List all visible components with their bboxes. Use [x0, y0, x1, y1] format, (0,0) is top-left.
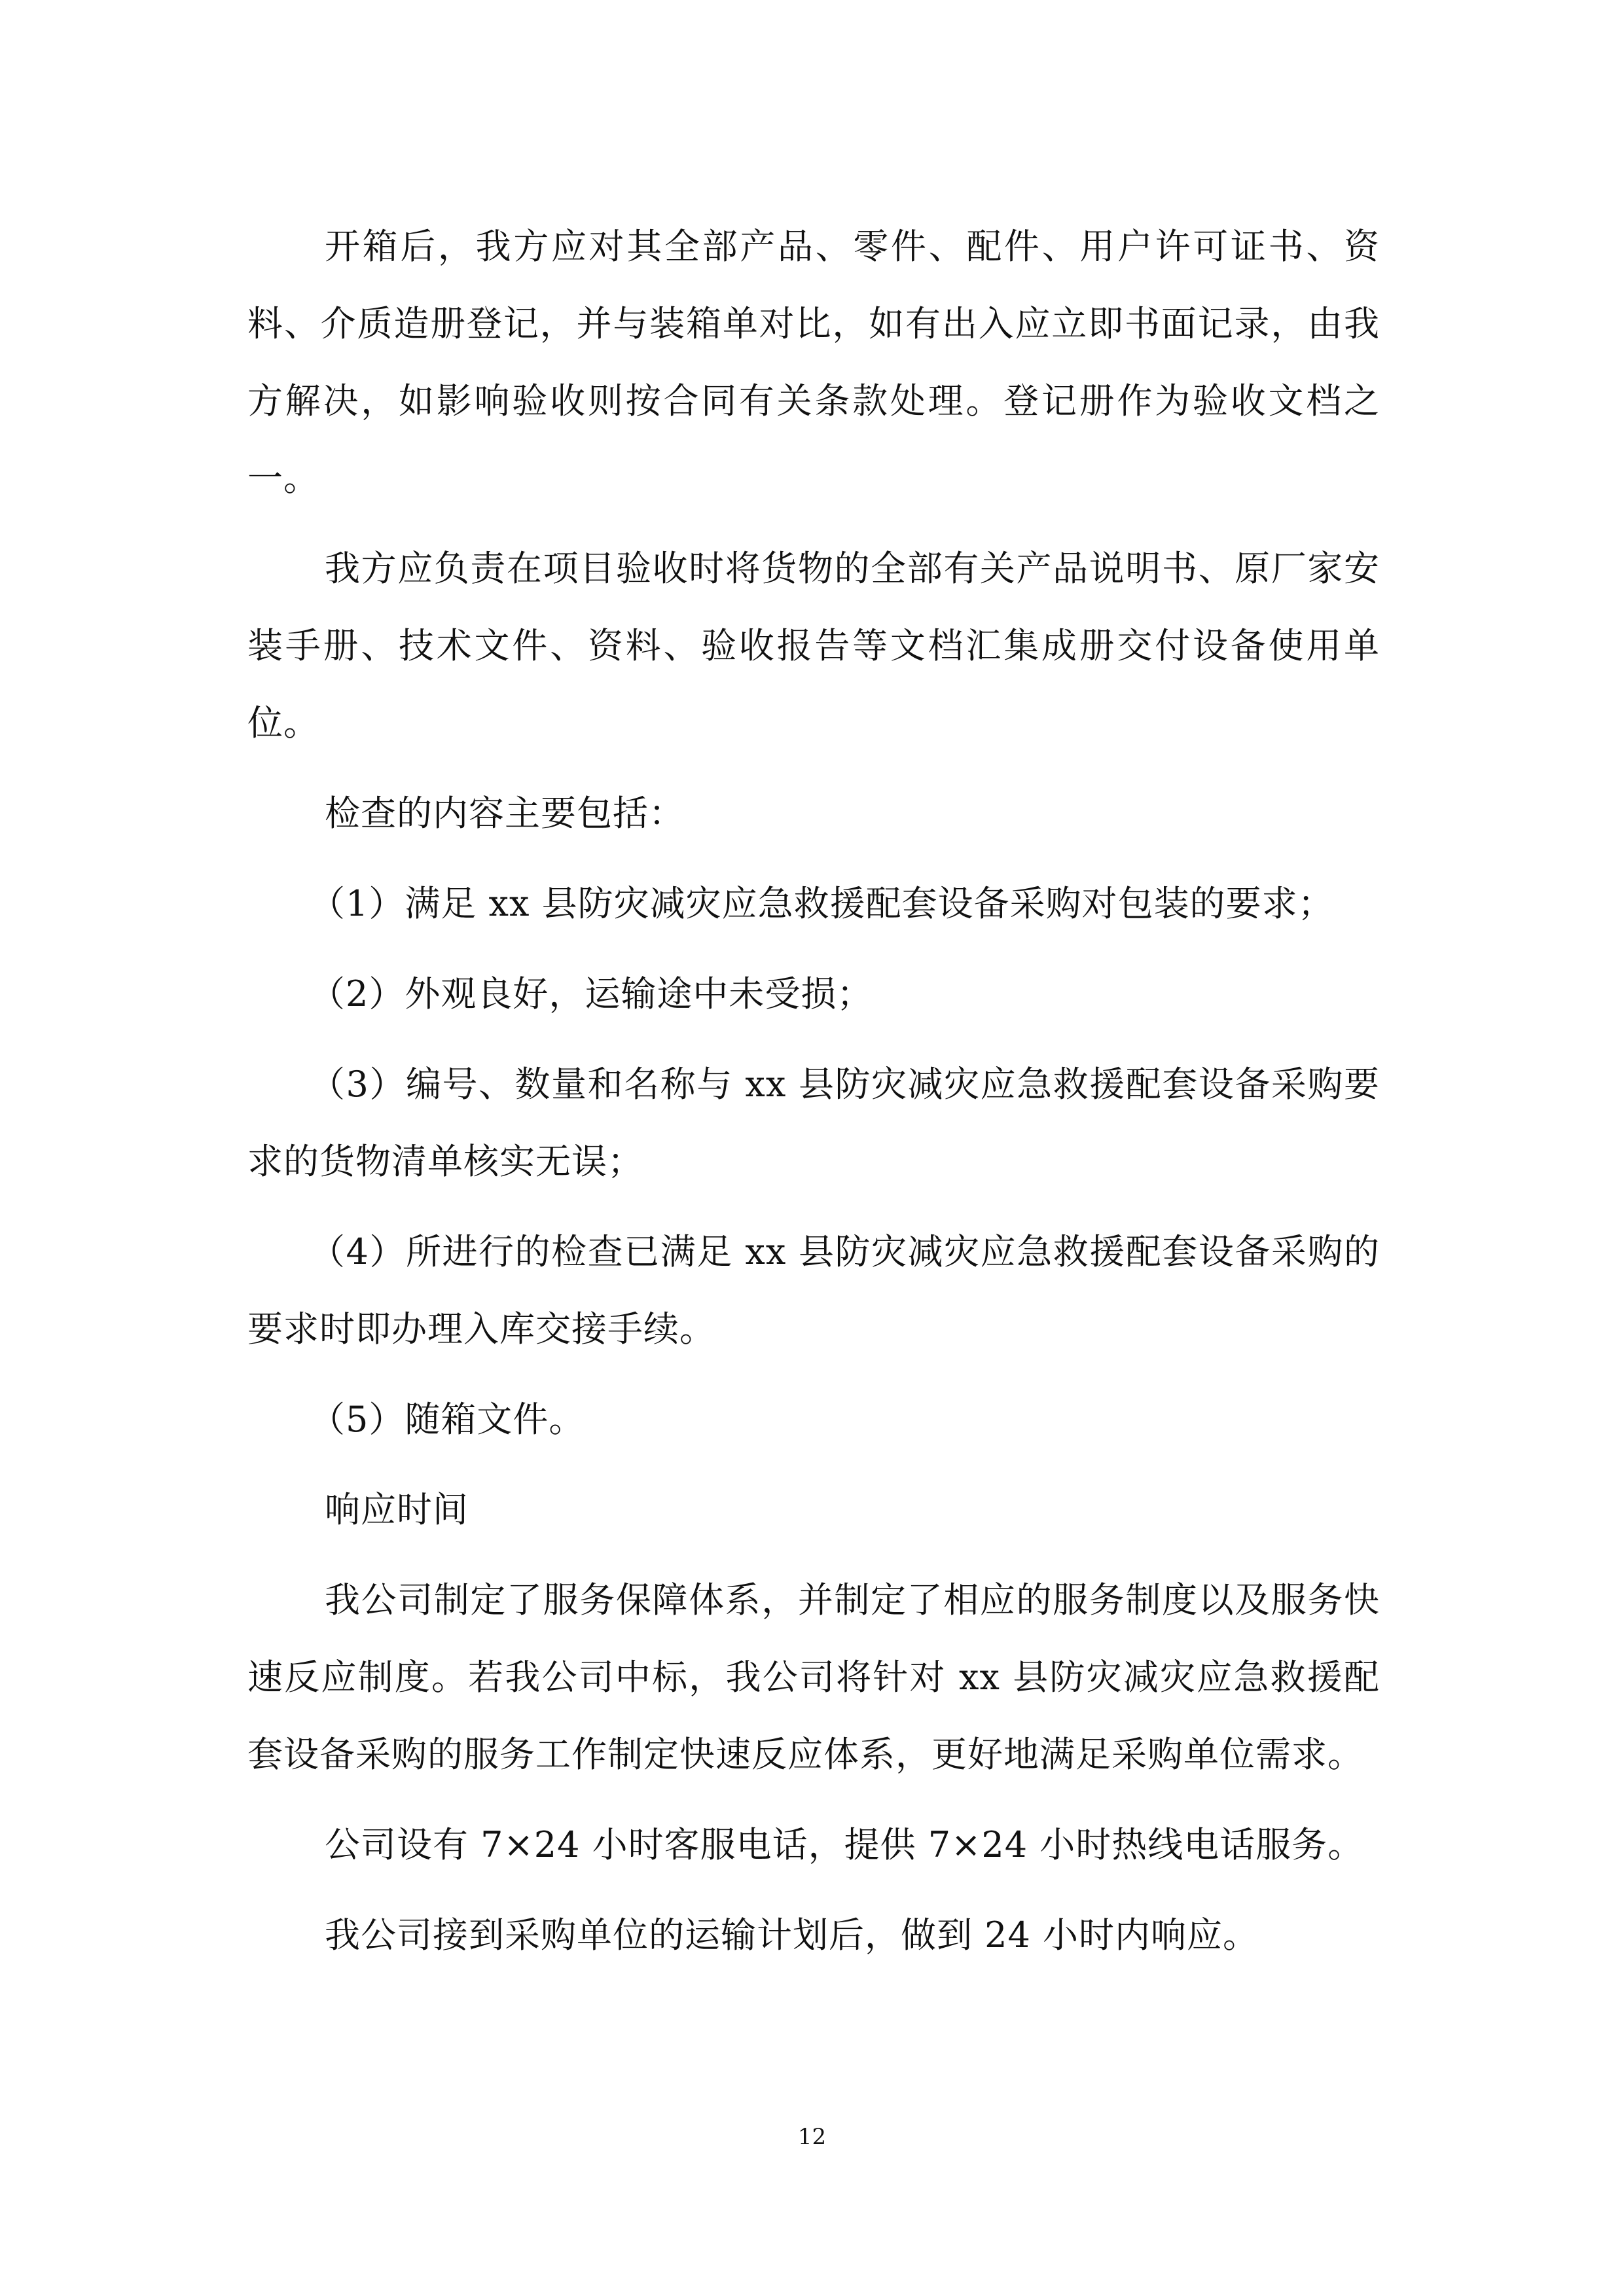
- inspection-item-2: （2）外观良好，运输途中未受损；: [310, 973, 873, 1014]
- paragraph-acceptance-documents: 我方应负责在项目验收时将货物的全部有关产品说明书、原厂家安装手册、技术文件、资料、验收报告等文档汇集成册交付设备使用单位。: [247, 548, 1380, 744]
- inspection-item-3: （3）编号、数量和名称与 xx 县防灾减灾应急救援配套设备采购要求的货物清单核实无误；: [247, 1064, 1380, 1182]
- inspection-item-4: （4）所进行的检查已满足 xx 县防灾减灾应急救援配套设备采购的要求时即办理入库交接手续。: [247, 1231, 1380, 1350]
- paragraph-unpacking-registration: 开箱后，我方应对其全部产品、零件、配件、用户许可证书、资料、介质造册登记，并与装箱单对比，如有出入应立即书面记录，由我方解决，如影响验收则按合同有关条款处理。登记册作为验收文档之一。: [247, 226, 1380, 499]
- inspection-item-5: （5）随箱文件。: [310, 1399, 585, 1440]
- paragraph-inspection-intro: 检查的内容主要包括：: [325, 793, 685, 834]
- section-heading-response-time: 响应时间: [325, 1489, 469, 1530]
- inspection-item-1: （1）满足 xx 县防灾减灾应急救援配套设备采购对包装的要求；: [310, 883, 1334, 924]
- paragraph-response-commitment: 我公司接到采购单位的运输计划后，做到 24 小时内响应。: [325, 1914, 1259, 1956]
- page-number: 12: [797, 2124, 827, 2150]
- paragraph-service-system: 我公司制定了服务保障体系，并制定了相应的服务制度以及服务快速反应制度。若我公司中标，我公司将针对 xx 县防灾减灾应急救援配套设备采购的服务工作制定快速反应体系，更好地满足采购单位需求。: [247, 1579, 1380, 1775]
- paragraph-hotline-service: 公司设有 7×24 小时客服电话，提供 7×24 小时热线电话服务。: [325, 1824, 1364, 1865]
- document-body: [247, 208, 1380, 1987]
